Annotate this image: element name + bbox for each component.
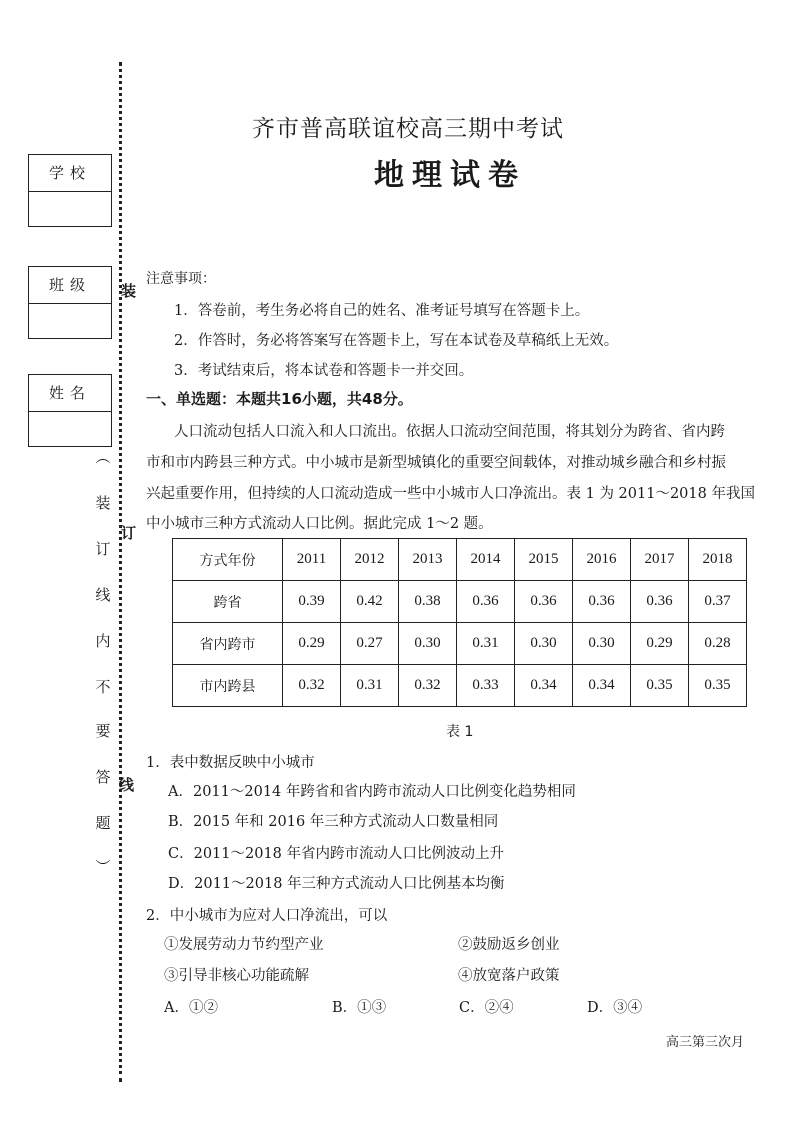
table-cell: 0.36 xyxy=(631,581,689,623)
table-cell: 0.35 xyxy=(631,665,689,707)
population-flow-table xyxy=(172,538,747,707)
table-cell: 0.28 xyxy=(689,623,747,665)
table-cell: 0.30 xyxy=(515,623,573,665)
table-cell: 0.29 xyxy=(631,623,689,665)
note-item: 2．作答时，务必将答案写在答题卡上，写在本试卷及草稿纸上无效。 xyxy=(174,333,619,349)
row-label: 省内跨市 xyxy=(173,623,283,665)
class-label: 班级 xyxy=(29,267,111,304)
vertical-notice-char: 要 xyxy=(95,722,111,740)
class-field-box xyxy=(28,266,112,339)
question-2-item: ④放宽落户政策 xyxy=(458,968,560,984)
table-cell: 0.27 xyxy=(341,623,399,665)
binding-dotted-line xyxy=(119,62,122,1082)
note-item: 3．考试结束后，将本试卷和答题卡一并交回。 xyxy=(174,363,474,379)
school-field-box xyxy=(28,154,112,227)
section-suffix: 分。 xyxy=(382,390,413,408)
vertical-notice-char: 订 xyxy=(95,540,111,558)
table-row xyxy=(173,581,747,623)
class-input-area xyxy=(29,304,111,338)
vertical-notice-char: 装 xyxy=(95,494,111,512)
name-field-box xyxy=(28,374,112,447)
table-row xyxy=(173,623,747,665)
table-cell: 0.37 xyxy=(689,581,747,623)
table-cell: 0.36 xyxy=(515,581,573,623)
table-cell: 0.38 xyxy=(399,581,457,623)
table-cell: 0.36 xyxy=(457,581,515,623)
passage-line: 兴起重要作用，但持续的人口流动造成一些中小城市人口净流出。表 1 为 2011～2018 年我国 xyxy=(146,486,755,502)
table-cell: 0.35 xyxy=(689,665,747,707)
table-cell: 0.34 xyxy=(573,665,631,707)
name-input-area xyxy=(29,412,111,446)
question-2-item: ③引导非核心功能疏解 xyxy=(164,968,309,984)
question-2-stem: 2．中小城市为应对人口净流出，可以 xyxy=(146,908,388,924)
year-header: 2017 xyxy=(631,539,689,581)
bind-mark-zhuang: 装 xyxy=(121,282,137,300)
table-caption: 表 1 xyxy=(446,724,474,740)
table-corner-header: 方式年份 xyxy=(173,539,283,581)
table-cell: 0.42 xyxy=(341,581,399,623)
table-cell: 0.31 xyxy=(457,623,515,665)
passage-line: 人口流动包括人口流入和人口流出。依据人口流动空间范围，将其划分为跨省、省内跨 xyxy=(174,424,725,440)
vertical-notice-char: 题 xyxy=(95,814,111,832)
section-heading xyxy=(146,388,413,409)
table-cell: 0.32 xyxy=(283,665,341,707)
vertical-notice-char: 答 xyxy=(95,768,111,786)
table-cell: 0.33 xyxy=(457,665,515,707)
vertical-notice-char: 内 xyxy=(95,632,111,650)
vertical-notice-char: 不 xyxy=(95,678,111,696)
year-header: 2015 xyxy=(515,539,573,581)
table-cell: 0.29 xyxy=(283,623,341,665)
table-cell: 0.36 xyxy=(573,581,631,623)
table-cell: 0.34 xyxy=(515,665,573,707)
question-1-option: C．2011～2018 年省内跨市流动人口比例波动上升 xyxy=(168,846,505,862)
question-2-option: B．①③ xyxy=(332,1000,387,1016)
name-label: 姓名 xyxy=(29,375,111,412)
year-header: 2016 xyxy=(573,539,631,581)
question-2-item: ①发展劳动力节约型产业 xyxy=(164,937,324,953)
question-1-stem: 1．表中数据反映中小城市 xyxy=(146,755,315,771)
notes-heading: 注意事项： xyxy=(146,271,216,287)
question-2-option: A．①② xyxy=(164,1000,218,1016)
section-score: 48 xyxy=(361,390,383,408)
passage-line: 中小城市三种方式流动人口比例。据此完成 1～2 题。 xyxy=(146,516,493,532)
question-1-option: A．2011～2014 年跨省和省内跨市流动人口比例变化趋势相同 xyxy=(168,784,576,800)
exam-title: 齐市普高联谊校高三期中考试 xyxy=(252,116,564,142)
table-cell: 0.30 xyxy=(399,623,457,665)
year-header: 2012 xyxy=(341,539,399,581)
section-middle: 小题，共 xyxy=(301,390,362,408)
question-1-option: D．2011～2018 年三种方式流动人口比例基本均衡 xyxy=(168,876,505,892)
question-2-option: C．②④ xyxy=(459,1000,514,1016)
year-header: 2014 xyxy=(457,539,515,581)
passage-line: 市和市内跨县三种方式。中小城市是新型城镇化的重要空间载体，对推动城乡融合和乡村振 xyxy=(146,455,726,471)
school-input-area xyxy=(29,192,111,226)
vertical-notice-char: ︵ xyxy=(95,448,111,466)
table-cell: 0.32 xyxy=(399,665,457,707)
school-label: 学校 xyxy=(29,155,111,192)
row-label: 市内跨县 xyxy=(173,665,283,707)
year-header: 2011 xyxy=(283,539,341,581)
vertical-notice-char: 线 xyxy=(95,586,111,604)
table-cell: 0.39 xyxy=(283,581,341,623)
table-header-row xyxy=(173,539,747,581)
question-1-option: B．2015 年和 2016 年三种方式流动人口数量相同 xyxy=(168,814,499,830)
table-cell: 0.31 xyxy=(341,665,399,707)
row-label: 跨省 xyxy=(173,581,283,623)
vertical-notice-char: ︶ xyxy=(95,858,111,876)
section-prefix: 一、单选题：本题共 xyxy=(146,390,282,408)
bind-mark-xian: 线 xyxy=(119,776,135,794)
question-2-option: D．③④ xyxy=(587,1000,643,1016)
year-header: 2018 xyxy=(689,539,747,581)
bind-mark-ding: 订 xyxy=(121,524,137,542)
section-count: 16 xyxy=(281,390,302,408)
question-2-item: ②鼓励返乡创业 xyxy=(458,937,560,953)
table-row xyxy=(173,665,747,707)
subject-title: 地理试卷 xyxy=(374,158,526,193)
table-cell: 0.30 xyxy=(573,623,631,665)
note-item: 1．答卷前，考生务必将自己的姓名、准考证号填写在答题卡上。 xyxy=(174,303,590,319)
page-footer: 高三第三次月 xyxy=(666,1035,745,1050)
year-header: 2013 xyxy=(399,539,457,581)
